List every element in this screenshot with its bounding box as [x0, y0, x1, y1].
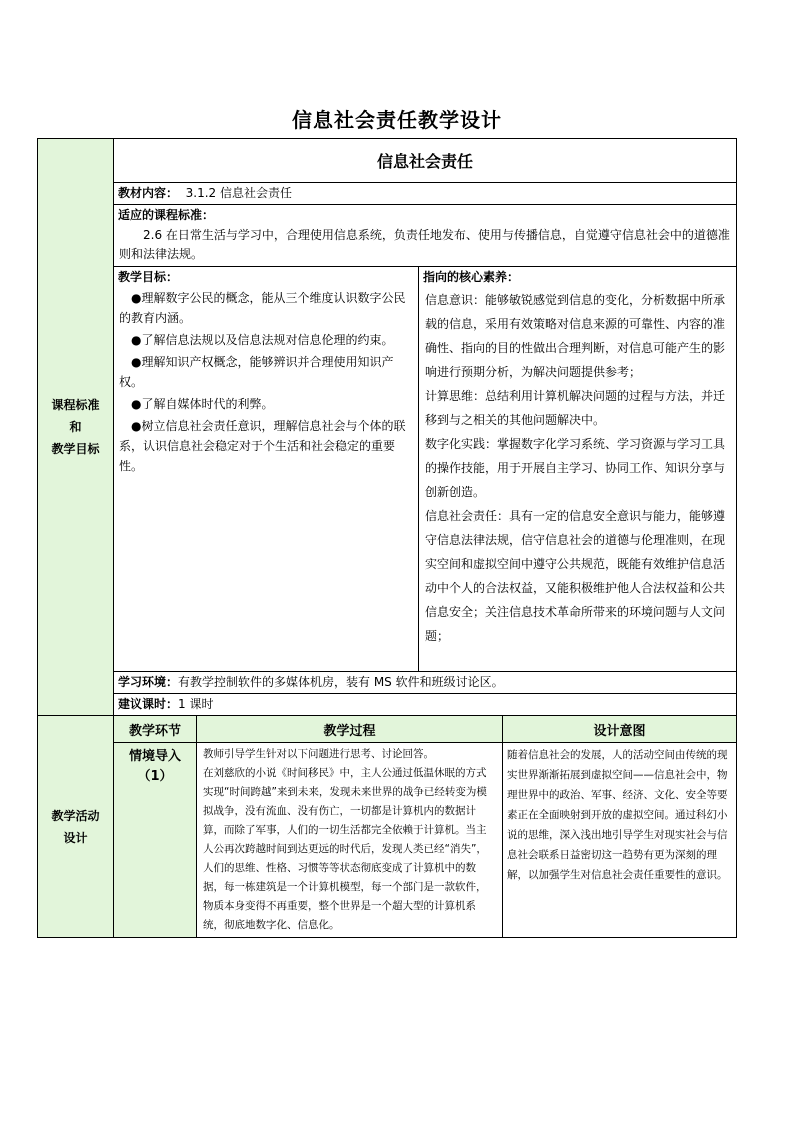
core-literacy-cell: [419, 267, 737, 672]
material-value: 3.1.2 信息社会责任: [185, 186, 293, 200]
goal-item: ●理解知识产权概念，能够辨识并合理使用知识产权。: [119, 355, 394, 389]
lesson-design-table: [37, 138, 737, 938]
hours-row: [114, 694, 737, 716]
standard-row: [114, 205, 737, 267]
section-label-line: 设计: [63, 830, 88, 845]
section-label-line: 教学活动: [51, 808, 100, 823]
process-cell: [197, 743, 503, 938]
intent-cell: 随着信息社会的发展，人的活动空间由传统的现实世界渐渐拓展到虚拟空间——信息社会中，物理世界中的政治、军事、经济、文化、安全等要素正在全面映射到开放的虚拟空间。通过科幻小说的思维，深入浅出地引导学生对现实社会与信息社会联系日益密切这一趋势有更为深刻的理解，以加强学生对信息社会责任重要性的意识。: [503, 743, 737, 938]
standard-text: 2.6 在日常生活与学习中，合理使用信息系统，负责任地发布、使用与传播信息，自觉遵守信息社会中的道德准则和法律法规。: [119, 228, 730, 261]
environment-label: 学习环境：: [118, 675, 179, 689]
process-paragraph: 教师引导学生针对以下问题进行思考、讨论回答。: [203, 748, 434, 760]
goal-item: ●了解自媒体时代的利弊。: [131, 397, 274, 411]
goal-item: ●理解数字公民的概念，能从三个维度认识数字公民的教育内涵。: [119, 291, 406, 325]
section-label-line: 和: [69, 420, 82, 434]
header-process: 教学过程: [197, 716, 503, 743]
goal-item: ●树立信息社会责任意识，理解信息社会与个体的联系，认识信息社会稳定对于个生活和社会稳定的重要性。: [119, 419, 406, 473]
phase-number: （1）: [137, 769, 173, 784]
standard-label: 适应的课程标准：: [118, 208, 215, 222]
core-label: 指向的核心素养：: [423, 270, 520, 284]
material-row: [114, 183, 737, 205]
goals-cell: [114, 267, 419, 672]
core-item: 数字化实践：掌握数字化学习系统、学习资源与学习工具的操作技能，用于开展自主学习、协同工作、知识分享与创新创造。: [425, 437, 726, 499]
phase-name: 情境导入: [128, 749, 181, 764]
process-paragraph: 在刘慈欣的小说《时间移民》中，主人公通过低温休眠的方式实现“时间跨越”来到未来，发现未来世界的战争已经转变为模拟战争，没有流血、没有伤亡，一切都是计算机内的数据计算，而除了军事，人们的一切生活都完全依赖于计算机。当主人公再次跨越时间到达更远的时代后，发现人类已经“消失”，人们的思维、性格、习惯等等状态彻底变成了计算机中的数据，每一栋建筑是一个计算机模型，每一个部门是一款软件，物质本身变得不再重要，整个世界是一个超大型的计算机系统，彻底地数字化、信息化。: [203, 767, 487, 931]
environment-value: 有教学控制软件的多媒体机房，装有 MS 软件和班级讨论区。: [178, 675, 504, 689]
environment-row: [114, 672, 737, 694]
goals-label: 教学目标：: [118, 270, 179, 284]
header-intent: 设计意图: [503, 716, 737, 743]
material-label: 教材内容：: [118, 186, 179, 200]
core-item: 信息社会责任：具有一定的信息安全意识与能力，能够遵守信息法律法规，信守信息社会的道德与伦理准则，在现实空间和虚拟空间中遵守公共规范，既能有效维护信息活动中个人的合法权益，又能积极维护他人合法权益和公共信息安全；关注信息技术革命所带来的环境问题与人文问题；: [425, 509, 726, 643]
hours-label: 建议课时：: [118, 697, 179, 711]
lesson-title: 信息社会责任: [114, 139, 737, 183]
section-label-activities: [38, 716, 114, 938]
hours-value: 1 课时: [178, 697, 214, 711]
core-item: 计算思维：总结利用计算机解决问题的过程与方法，并迁移到与之相关的其他问题解决中。: [425, 389, 726, 427]
document-title: 信息社会责任教学设计: [292, 108, 502, 132]
phase-cell: [114, 743, 197, 938]
section-label-line: 教学目标: [51, 442, 100, 456]
header-phase: 教学环节: [114, 716, 197, 743]
section-label-standards: [38, 139, 114, 716]
core-item: 信息意识：能够敏锐感觉到信息的变化，分析数据中所承载的信息，采用有效策略对信息来源的可靠性、内容的准确性、指向的目的性做出合理判断，对信息可能产生的影响进行预期分析，为解决问题提供参考；: [425, 293, 726, 379]
goal-item: ●了解信息法规以及信息法规对信息伦理的约束。: [131, 333, 394, 347]
section-label-line: 课程标准: [51, 398, 100, 412]
